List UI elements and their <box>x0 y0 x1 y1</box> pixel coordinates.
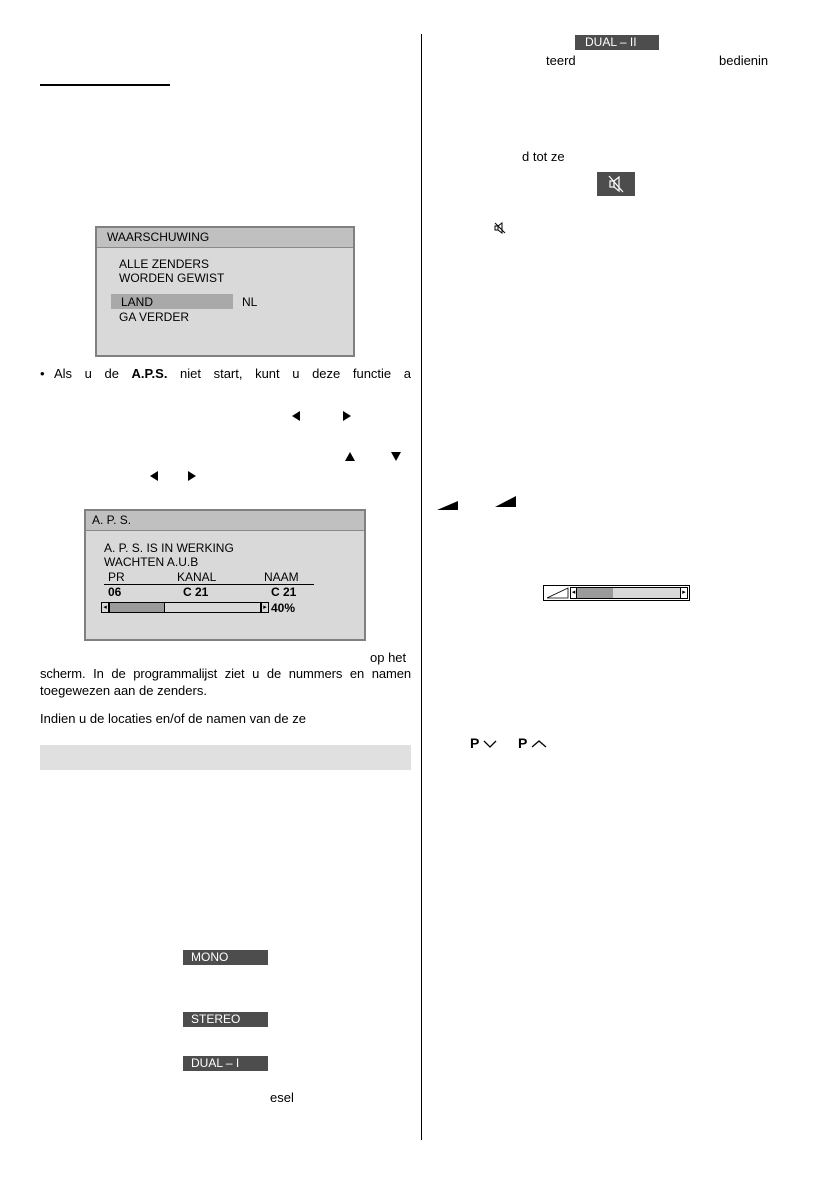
mute-icon <box>597 172 635 196</box>
aps-val-kanal: C 21 <box>183 585 209 599</box>
frag-esel: esel <box>270 1090 294 1105</box>
aps-osd <box>84 509 366 641</box>
land-value[interactable]: NL <box>242 295 258 309</box>
frag-d-tot-ze: d tot ze <box>522 149 565 164</box>
aps-line-2: WACHTEN A.U.B <box>104 555 199 569</box>
program-up-label: P <box>518 735 528 751</box>
aps-col-kanal: KANAL <box>177 570 217 584</box>
down-arrow-icon <box>391 448 401 466</box>
left-arrow-icon <box>292 408 300 426</box>
warning-osd-title: WAARSCHUWING <box>97 228 353 248</box>
section-heading-underline <box>40 84 170 86</box>
mute-icon-small <box>493 221 507 240</box>
aps-progress-label: 40% <box>271 601 296 615</box>
frag-teerd: teerd <box>546 53 576 68</box>
land-label: LAND <box>121 295 154 309</box>
volume-fill <box>577 588 613 598</box>
progress-right-arrow-icon: ▸ <box>261 602 269 613</box>
para-op-het: op het <box>370 650 407 665</box>
aps-val-pr: 06 <box>108 585 122 599</box>
right-arrow-icon-2 <box>188 468 196 486</box>
volume-bar <box>543 585 690 601</box>
aps-note-post: niet start, kunt u deze functie a <box>167 366 411 381</box>
para-line-2: scherm. In de programmalijst ziet u de nummers en namen <box>40 666 411 681</box>
mono-badge: MONO <box>183 950 268 965</box>
dual-2-badge: DUAL – II <box>575 35 659 50</box>
program-down-label: P <box>470 735 480 751</box>
aps-col-naam: NAAM <box>264 570 299 584</box>
aps-progress-bar <box>109 602 261 613</box>
aps-note <box>54 366 411 382</box>
aps-val-naam: C 21 <box>271 585 297 599</box>
para-line-3: toegewezen aan de zenders. <box>40 683 207 698</box>
dual-1-badge: DUAL – I <box>183 1056 268 1071</box>
aps-note-bold: A.P.S. <box>131 366 168 381</box>
warning-line-2: WORDEN GEWIST <box>119 271 225 285</box>
para-line-4: Indien u de locaties en/of de namen van de ze <box>40 711 306 726</box>
mute-badge <box>597 172 635 196</box>
progress-left-arrow-icon: ◂ <box>101 602 109 613</box>
left-arrow-icon-2 <box>150 468 158 486</box>
volume-left-arrow-icon: ◂ <box>570 587 577 599</box>
warning-line-1: ALLE ZENDERS <box>119 257 210 271</box>
volume-down-icon <box>437 498 459 516</box>
section-header-band <box>40 745 411 770</box>
volume-up-icon <box>495 495 517 513</box>
warning-osd <box>95 226 355 357</box>
column-divider <box>421 34 422 1140</box>
stereo-badge: STEREO <box>183 1012 268 1027</box>
up-arrow-icon <box>345 448 355 466</box>
program-down-key <box>470 735 497 751</box>
aps-osd-title: A. P. S. <box>86 511 364 531</box>
aps-line-1: A. P. S. IS IN WERKING <box>104 541 234 555</box>
right-arrow-icon <box>343 408 351 426</box>
continue-item[interactable]: GA VERDER <box>119 310 190 324</box>
chevron-down-icon <box>483 739 497 749</box>
bullet: • <box>40 366 45 381</box>
chevron-up-icon <box>531 739 547 749</box>
volume-ramp-icon <box>547 587 569 599</box>
volume-right-arrow-icon: ▸ <box>680 587 688 599</box>
frag-bedienin: bedienin <box>719 53 769 68</box>
aps-progress-fill <box>110 603 165 612</box>
volume-track <box>577 587 680 599</box>
aps-col-pr: PR <box>108 570 125 584</box>
program-up-key <box>518 735 547 751</box>
aps-note-pre: Als u de <box>54 366 132 381</box>
